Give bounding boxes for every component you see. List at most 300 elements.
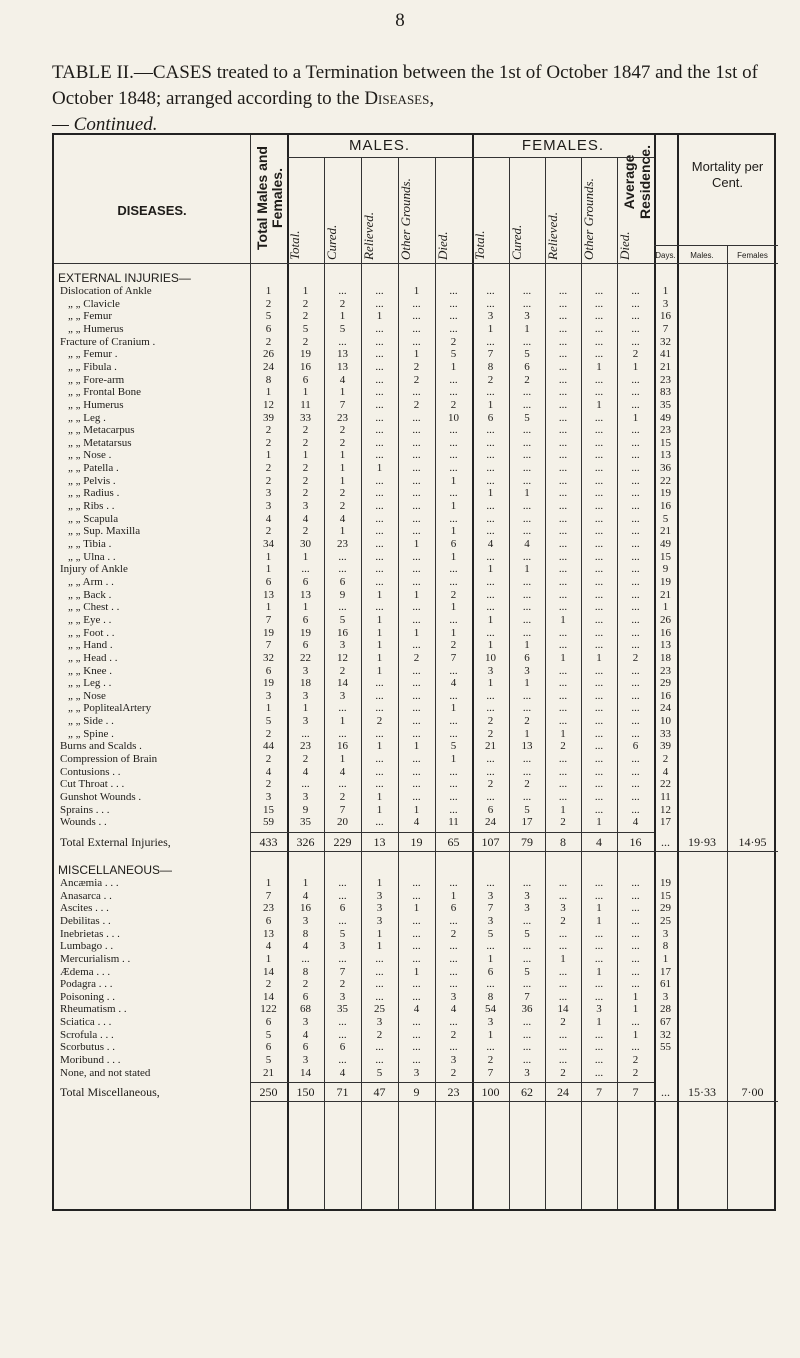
disease-label: „ „ Humerus	[68, 398, 124, 411]
cell-value: ...	[594, 639, 604, 652]
cell-value: ...	[486, 285, 495, 297]
cell-value: ...	[412, 1016, 421, 1029]
disease-label: „ „ Fore-arm	[68, 373, 125, 386]
cell-value: 5	[302, 322, 309, 335]
cell-value: 1	[413, 740, 420, 753]
cell-value: ...	[558, 990, 568, 1003]
table-row	[54, 399, 778, 411]
cell-value: ...	[631, 398, 640, 411]
cell-value: 35	[337, 1003, 348, 1016]
cell-value: 19	[660, 876, 671, 889]
cell-value: 5	[339, 613, 346, 626]
cell-value: 11	[448, 816, 459, 829]
cell-value: ...	[449, 310, 458, 323]
cell-value: ...	[449, 424, 458, 437]
cell-value: 2	[413, 373, 420, 386]
cell-value: 3	[487, 664, 494, 677]
caption-continued: — Continued.	[52, 114, 158, 135]
cell-value: 2	[632, 348, 639, 361]
disease-label: Ædema . . .	[60, 965, 111, 978]
cell-value: 16	[300, 360, 311, 373]
subheader-total: Total.	[287, 230, 302, 260]
header-males: MALES.	[348, 137, 411, 154]
cell-value: ...	[449, 876, 458, 889]
cell-value: ...	[375, 436, 384, 449]
cell-value: 1	[632, 1028, 639, 1041]
header-mortality-females: Females	[737, 251, 768, 260]
disease-label: „ „ Metatarsus	[68, 436, 132, 449]
cell-value: ...	[558, 398, 568, 411]
cell-value: ...	[486, 500, 495, 513]
cell-value: 1	[302, 449, 309, 462]
cell-value: 1	[487, 563, 494, 576]
table-row	[54, 753, 778, 765]
cell-value: 1	[524, 322, 530, 335]
cell-value: ...	[412, 727, 421, 740]
table-row	[54, 677, 778, 689]
cell-value: 4	[302, 940, 309, 953]
cell-value: 1	[487, 639, 494, 652]
cell-value: 8	[302, 927, 309, 940]
table-row	[54, 1016, 778, 1028]
cell-value: 1	[413, 902, 420, 915]
cell-value: ...	[522, 436, 532, 449]
cell-value: ...	[338, 1016, 347, 1029]
cell-value: 4	[339, 512, 346, 525]
cell-value: ...	[594, 550, 604, 563]
cell-value: ...	[338, 285, 347, 297]
cell-value: 13	[337, 348, 348, 361]
cell-value: ...	[631, 626, 640, 639]
cell-value: 12	[660, 803, 671, 816]
cell-value: 2	[632, 651, 639, 664]
cell-value: 13	[660, 639, 671, 652]
cell-value: 3	[487, 889, 494, 902]
cell-value: ...	[594, 677, 604, 690]
cell-value: 21	[263, 1066, 274, 1079]
cell-value: ...	[486, 424, 495, 437]
cell-value: ...	[631, 639, 640, 652]
cell-value: 13	[337, 360, 348, 373]
cell-value: 7	[339, 965, 346, 978]
cell-value: ...	[522, 613, 532, 626]
cell-value: 23	[337, 411, 348, 424]
table-row	[54, 386, 778, 398]
cell-value: ...	[558, 411, 568, 424]
cell-value: 44	[263, 740, 274, 753]
cell-value: 5	[450, 740, 457, 753]
cell-value: 1	[524, 727, 530, 740]
table-row	[54, 310, 778, 322]
cell-value: 6	[302, 613, 309, 626]
cell-value: ...	[375, 965, 384, 978]
cell-value: ...	[412, 940, 421, 953]
cell-value: ...	[522, 689, 532, 702]
cell-value: ...	[631, 889, 640, 902]
cell-value: 1	[339, 474, 346, 487]
cell-value: 2	[487, 778, 494, 791]
cell-value: ...	[449, 512, 458, 525]
cell-value: 1	[376, 664, 383, 677]
section-heading: MISCELLANEOUS—	[58, 862, 173, 877]
cell-value: 4	[302, 889, 309, 902]
table-row	[54, 614, 778, 626]
cell-value: ...	[631, 952, 640, 965]
table-row	[54, 966, 778, 978]
disease-label: „ „ Knee .	[68, 664, 112, 677]
disease-label: Podagra . . .	[60, 978, 113, 991]
cell-value: 2	[302, 487, 309, 500]
cell-value: ...	[412, 664, 421, 677]
cell-value: ...	[558, 978, 568, 991]
cell-value: 2	[302, 753, 309, 766]
cell-value: ...	[338, 1054, 347, 1067]
cell-value: ...	[412, 500, 421, 513]
cell-value: ...	[412, 322, 421, 335]
disease-label: Rheumatism . .	[60, 1003, 127, 1016]
cell-value: 2	[487, 373, 494, 386]
cell-value: ...	[522, 575, 532, 588]
cell-value: ...	[558, 639, 568, 652]
cell-value: ...	[631, 940, 640, 953]
cell-value: 35	[300, 816, 311, 829]
cell-value: ...	[412, 765, 421, 778]
cell-value: 1	[339, 449, 346, 462]
cell-value: 6	[265, 1041, 272, 1054]
cell-value: 2	[302, 436, 309, 449]
cell-value: ...	[631, 474, 640, 487]
cell-value: 2	[560, 816, 566, 829]
cell-value: 23	[300, 740, 311, 753]
cell-value: 21	[485, 740, 496, 753]
disease-label: Ascites . . .	[60, 902, 109, 915]
cell-value: ...	[338, 889, 347, 902]
cell-value: ...	[301, 563, 310, 576]
cell-value: 122	[260, 1003, 277, 1016]
table-row	[54, 285, 778, 297]
cell-value: ...	[412, 927, 421, 940]
cell-value: ...	[522, 601, 532, 614]
disease-label: „ „ Pelvis .	[68, 474, 116, 487]
cell-value: ...	[375, 816, 384, 829]
cell-value: ...	[449, 778, 458, 791]
cell-value: ...	[522, 765, 532, 778]
header-mortality: Mortality per Cent.	[691, 159, 764, 190]
cell-value: 2	[302, 474, 309, 487]
total-value: 7	[632, 1085, 639, 1100]
cell-value: 5	[524, 927, 530, 940]
cell-value: ...	[486, 386, 495, 399]
cell-value: 2	[302, 335, 309, 348]
header-diseases: DISEASES.	[117, 203, 187, 218]
cell-value: ...	[558, 500, 568, 513]
cell-value: 3	[524, 664, 530, 677]
cell-value: ...	[594, 386, 604, 399]
cell-value: 6	[339, 1041, 346, 1054]
cell-value: ...	[631, 715, 640, 728]
cell-value: 17	[660, 816, 671, 829]
cell-value: 9	[302, 803, 309, 816]
cell-value: ...	[631, 876, 640, 889]
cell-value: ...	[594, 462, 604, 475]
cell-value: 1	[376, 462, 383, 475]
cell-value: 2	[265, 335, 272, 348]
disease-label: Mercurialism . .	[60, 952, 131, 965]
cell-value: ...	[631, 965, 640, 978]
disease-label: „ „ Head . .	[68, 651, 118, 664]
cell-value: 3	[376, 1016, 383, 1029]
cell-value: ...	[631, 1041, 640, 1054]
cell-value: ...	[301, 952, 310, 965]
cell-value: 55	[660, 1041, 671, 1054]
cell-value: 6	[450, 902, 457, 915]
cell-value: 35	[660, 398, 671, 411]
cell-value: 5	[339, 927, 346, 940]
table-row	[54, 877, 778, 889]
cell-value: 1	[596, 1016, 602, 1029]
cell-value: 2	[560, 740, 566, 753]
cell-value: ...	[412, 791, 421, 803]
disease-label: „ „ Leg . .	[68, 677, 112, 690]
cell-value: 3	[265, 487, 272, 500]
table-row	[54, 791, 778, 803]
disease-label: „ „ Metacarpus	[68, 424, 135, 437]
cell-value: ...	[522, 386, 532, 399]
cell-value: 4	[662, 765, 669, 778]
cell-value: 1	[487, 398, 494, 411]
cell-value: ...	[449, 373, 458, 386]
cell-value: ...	[522, 335, 532, 348]
cell-value: 6	[302, 990, 309, 1003]
cell-value: ...	[412, 1028, 421, 1041]
disease-label: Scrofula . . .	[60, 1028, 114, 1041]
cell-value: 2	[487, 715, 494, 728]
subheader-cured: Cured.	[509, 224, 524, 260]
cell-value: ...	[412, 512, 421, 525]
cell-value: ...	[375, 424, 384, 437]
cell-value: 1	[524, 563, 530, 576]
subheader-other-grounds: Other Grounds.	[398, 178, 413, 260]
cell-value: 23	[660, 373, 671, 386]
cell-value: 39	[660, 740, 671, 753]
cell-value: 25	[374, 1003, 385, 1016]
cell-value: 6	[487, 965, 494, 978]
cell-value: 8	[662, 940, 669, 953]
cell-value: ...	[558, 778, 568, 791]
cell-value: ...	[522, 449, 532, 462]
cell-value: ...	[594, 1054, 604, 1067]
cell-value: 5	[524, 965, 530, 978]
cell-value: ...	[449, 715, 458, 728]
cell-value: 3	[302, 715, 309, 728]
cell-value: ...	[412, 424, 421, 437]
cell-value: ...	[558, 297, 568, 310]
table-row	[54, 902, 778, 914]
cell-value: 1	[450, 626, 457, 639]
cell-value: 1	[265, 952, 272, 965]
cell-value: ...	[412, 639, 421, 652]
cell-value: 19	[300, 626, 311, 639]
cell-value: ...	[594, 889, 604, 902]
cell-value: ...	[486, 1041, 495, 1054]
cell-value: 1	[450, 525, 457, 538]
cell-value: 1	[339, 310, 346, 323]
cell-value: 5	[265, 715, 272, 728]
cell-value: ...	[412, 753, 421, 766]
cell-value: 1	[302, 386, 309, 399]
disease-label: Debilitas . .	[60, 914, 111, 927]
cell-value: ...	[631, 563, 640, 576]
disease-label: „ „ Scapula	[68, 512, 119, 525]
cell-value: ...	[522, 525, 532, 538]
cell-value: ...	[412, 952, 421, 965]
cell-value: 17	[521, 816, 533, 829]
table-row	[54, 715, 778, 727]
cell-value: ...	[594, 689, 604, 702]
cell-value: ...	[375, 322, 384, 335]
cell-value: ...	[412, 889, 421, 902]
cell-value: 68	[300, 1003, 311, 1016]
cell-value: ...	[449, 978, 458, 991]
total-value: 107	[481, 834, 500, 849]
disease-label: „ „ Ribs . .	[68, 500, 115, 513]
disease-label: „ „ Nose	[68, 689, 106, 702]
cell-value: ...	[594, 791, 604, 803]
subheader-other-grounds: Other Grounds.	[581, 178, 596, 260]
cell-value: ...	[412, 449, 421, 462]
table-row	[54, 348, 778, 360]
cell-value: ...	[558, 1028, 568, 1041]
cell-value: 13	[660, 449, 671, 462]
cell-value: 7	[265, 613, 272, 626]
cell-value: ...	[631, 677, 640, 690]
cell-value: ...	[594, 927, 604, 940]
cell-value: 36	[521, 1003, 533, 1016]
cell-value: ...	[412, 563, 421, 576]
cell-value: 6	[302, 639, 309, 652]
cell-value: 25	[660, 914, 671, 927]
cell-value: 61	[660, 978, 671, 991]
cell-value: ...	[594, 715, 604, 728]
cell-value: ...	[594, 322, 604, 335]
cell-value: 3	[302, 914, 309, 927]
cell-value: ...	[449, 285, 458, 297]
cell-value: 1	[596, 651, 602, 664]
cell-value: 21	[660, 525, 671, 538]
cell-value: ...	[594, 1041, 604, 1054]
cell-value: ...	[558, 360, 568, 373]
table-row	[54, 374, 778, 386]
cell-value: 1	[376, 588, 383, 601]
cell-value: ...	[449, 1016, 458, 1029]
cell-value: 3	[596, 1003, 602, 1016]
cell-value: ...	[412, 990, 421, 1003]
cell-value: 1	[487, 322, 494, 335]
cell-value: 1	[596, 360, 602, 373]
cell-value: 1	[413, 285, 420, 297]
cell-value: ...	[375, 525, 384, 538]
cell-value: 1	[339, 753, 346, 766]
cell-value: ...	[558, 563, 568, 576]
cell-value: 1	[339, 525, 346, 538]
cell-value: ...	[486, 297, 495, 310]
total-row	[54, 835, 778, 851]
cell-value: 2	[524, 715, 530, 728]
cell-value: 29	[660, 902, 671, 915]
cell-value: 59	[263, 816, 274, 829]
cell-value: ...	[631, 765, 640, 778]
cell-value: 1	[450, 601, 457, 614]
cell-value: ...	[449, 322, 458, 335]
table-row	[54, 487, 778, 499]
cell-value: 2	[560, 1016, 566, 1029]
cell-value: 6	[302, 1041, 309, 1054]
cell-value: ...	[375, 727, 384, 740]
total-value: 65	[447, 834, 460, 849]
cell-value: 33	[660, 727, 671, 740]
cell-value: 1	[413, 965, 420, 978]
cell-value: ...	[375, 373, 384, 386]
cell-value: 2	[450, 588, 457, 601]
cell-value: 16	[337, 626, 348, 639]
cell-value: ...	[412, 876, 421, 889]
cell-value: ...	[486, 512, 495, 525]
cell-value: 3	[524, 1066, 530, 1079]
cell-value: 3	[487, 310, 494, 323]
cell-value: ...	[631, 927, 640, 940]
cell-value: ...	[558, 474, 568, 487]
cell-value: 5	[265, 1028, 272, 1041]
cell-value: ...	[375, 335, 384, 348]
cell-value: 1	[632, 990, 639, 1003]
cell-value: 13	[263, 927, 274, 940]
cell-value: ...	[631, 500, 640, 513]
table-row	[54, 1041, 778, 1053]
cell-value: ...	[375, 1054, 384, 1067]
cell-value: 9	[339, 588, 346, 601]
table-row	[54, 953, 778, 965]
cell-value: ...	[412, 1054, 421, 1067]
cell-value: 3	[487, 914, 494, 927]
cell-value: 2	[265, 525, 272, 538]
cell-value: 1	[596, 914, 602, 927]
cell-value: ...	[631, 550, 640, 563]
cell-value: 1	[265, 386, 272, 399]
cell-value: ...	[594, 601, 604, 614]
cell-value: 41	[660, 348, 671, 361]
cell-value: ...	[522, 1041, 532, 1054]
cell-value: ...	[558, 715, 568, 728]
cell-value: ...	[558, 512, 568, 525]
cell-value: 7	[265, 639, 272, 652]
cell-value: 5	[450, 348, 457, 361]
cell-value: ...	[558, 538, 568, 550]
total-value: 433	[259, 834, 278, 849]
cell-value: ...	[375, 1041, 384, 1054]
disease-label: „ „ Chest . .	[68, 601, 120, 614]
subheader-died: Died.	[617, 231, 632, 260]
cell-value: 16	[337, 740, 348, 753]
cell-value: ...	[375, 778, 384, 791]
cell-value: ...	[449, 664, 458, 677]
cell-value: ...	[522, 876, 532, 889]
cell-value: ...	[412, 297, 421, 310]
cell-value: 7	[662, 322, 669, 335]
table-row	[54, 424, 778, 436]
cell-value: 19	[660, 487, 671, 500]
cell-value: 2	[376, 715, 383, 728]
cell-value: 1	[376, 639, 383, 652]
